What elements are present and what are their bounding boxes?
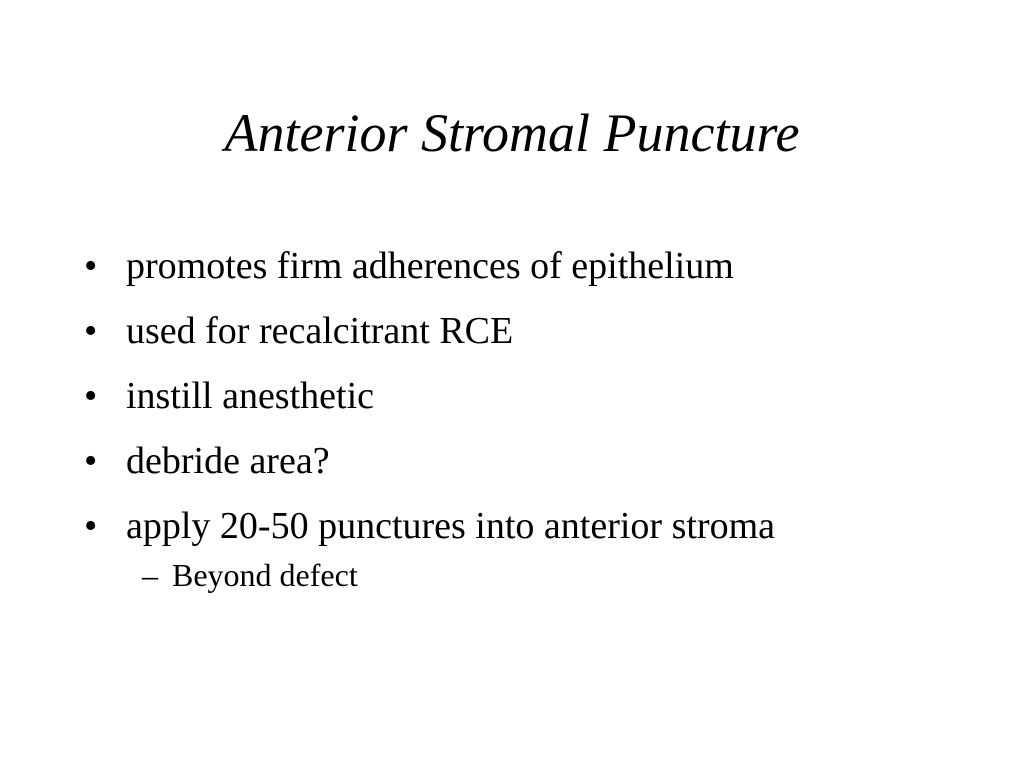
sub-bullet-group: [84, 553, 984, 597]
sub-bullet-text: Beyond defect: [172, 557, 358, 593]
sub-bullet-list: [84, 553, 984, 597]
bullet-text: promotes firm adherences of epithelium: [126, 245, 734, 287]
bullet-item: [84, 435, 984, 487]
bullet-item: [84, 370, 984, 422]
bullet-marker: •: [84, 310, 98, 352]
bullet-text: instill anesthetic: [126, 375, 375, 417]
bullet-text: apply 20-50 punctures into anterior stroma: [126, 505, 776, 547]
bullet-marker: •: [84, 375, 98, 417]
bullet-item: [84, 500, 984, 552]
sub-bullet-item: [84, 553, 984, 597]
slide-title: Anterior Stromal Puncture: [224, 103, 800, 163]
bullet-marker: •: [84, 505, 98, 547]
bullet-text: used for recalcitrant RCE: [126, 310, 514, 352]
bullet-text: debride area?: [126, 440, 330, 482]
bullet-list: [84, 240, 984, 597]
bullet-item: [84, 240, 984, 292]
sub-bullet-marker: –: [142, 557, 158, 593]
bullet-marker: •: [84, 245, 98, 287]
bullet-item: [84, 305, 984, 357]
bullet-marker: •: [84, 440, 98, 482]
